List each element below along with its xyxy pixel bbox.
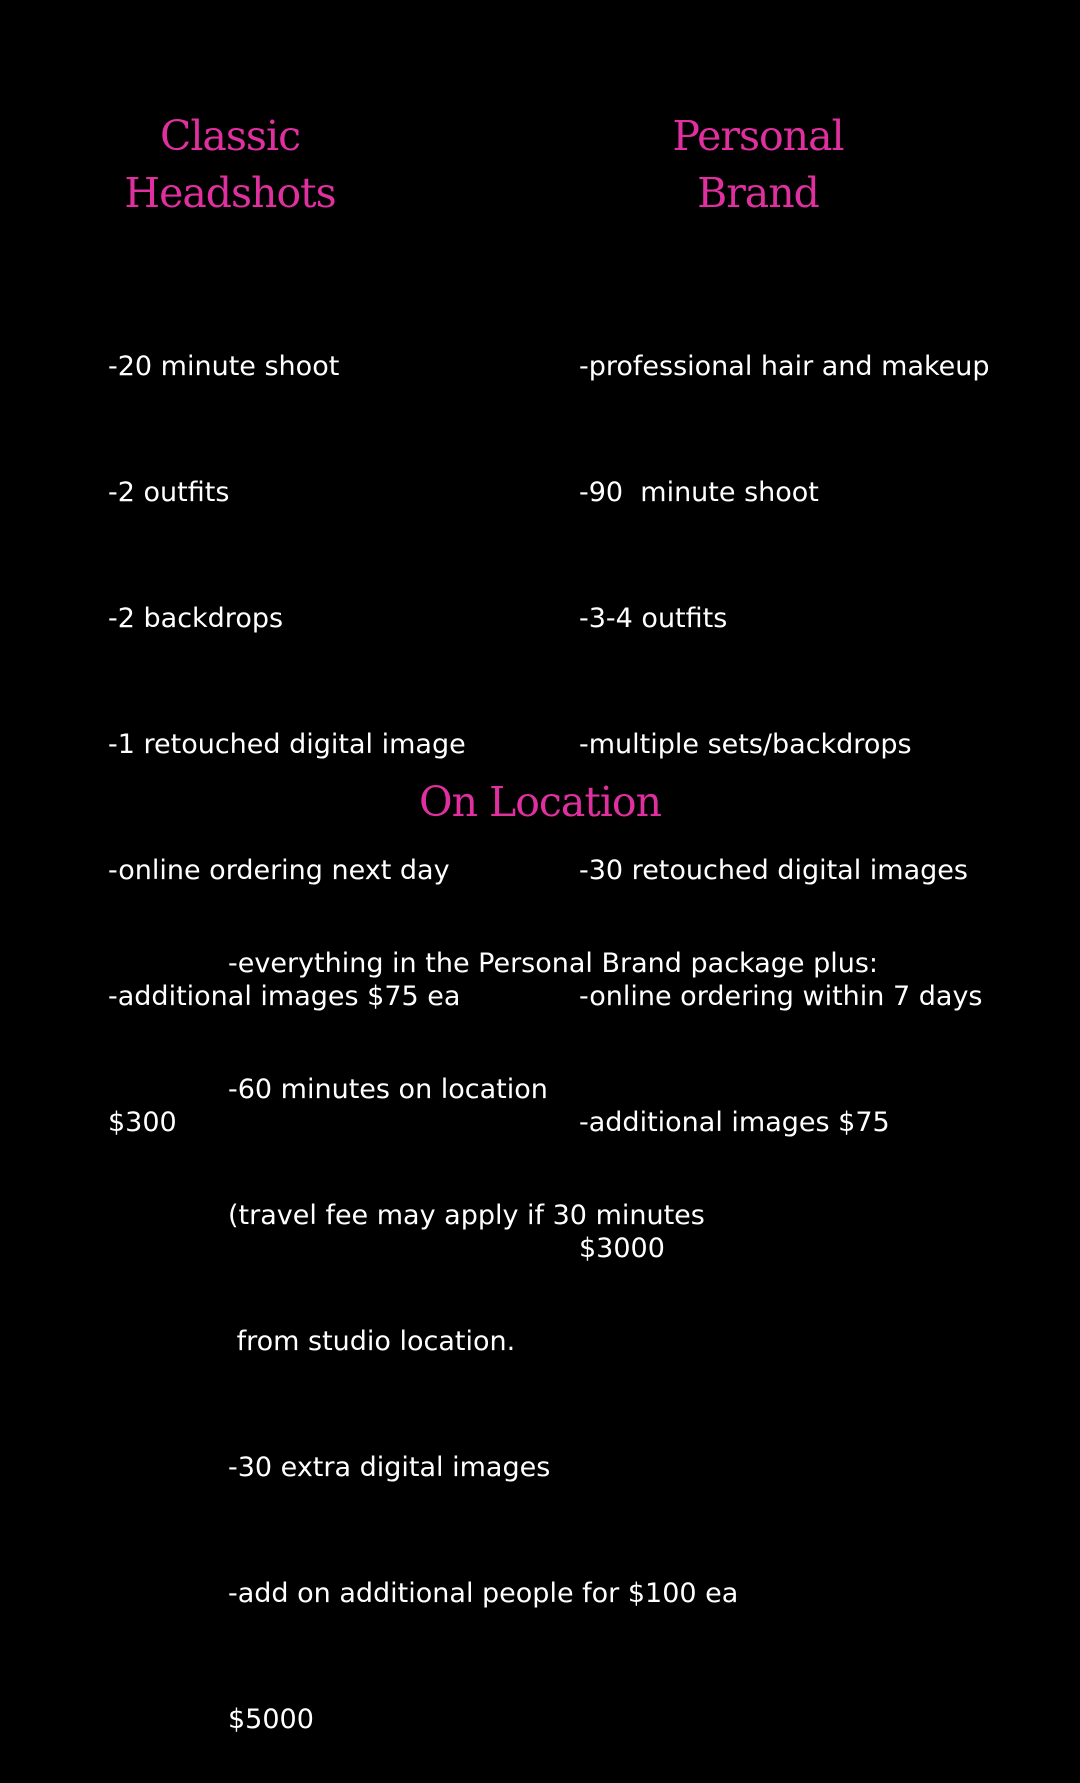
list-item: -additional images $75 <box>579 1107 890 1138</box>
list-item: -30 extra digital images <box>228 1452 551 1483</box>
on-location-title <box>340 774 740 831</box>
on-location-features-list <box>228 859 878 1783</box>
personal-title-line1: Personal <box>672 112 844 160</box>
list-item: -additional images $75 ea <box>108 981 461 1012</box>
classic-price: $300 <box>108 1107 177 1138</box>
list-item: -online ordering next day <box>108 855 450 886</box>
list-item: -1 retouched digital image <box>108 729 466 760</box>
list-item: -add on additional people for $100 ea <box>228 1578 739 1609</box>
list-item: (travel fee may apply if 30 minutes <box>228 1200 705 1231</box>
list-item: -professional hair and makeup <box>579 351 990 382</box>
classic-title-line2: Headshots <box>124 169 336 217</box>
list-item: -30 retouched digital images <box>579 855 968 886</box>
list-item: -multiple sets/backdrops <box>579 729 912 760</box>
list-item: -90 minute shoot <box>579 477 819 508</box>
personal-brand-title <box>608 108 908 222</box>
list-item: -20 minute shoot <box>108 351 340 382</box>
on-location-price: $5000 <box>228 1704 314 1735</box>
list-item: -60 minutes on location <box>228 1074 548 1105</box>
list-item: -2 outfits <box>108 477 230 508</box>
classic-headshots-title <box>80 108 380 222</box>
list-item: -everything in the Personal Brand package plus: <box>228 948 878 979</box>
list-item: -2 backdrops <box>108 603 284 634</box>
list-item: -online ordering within 7 days <box>579 981 983 1012</box>
list-item: -3-4 outfits <box>579 603 728 634</box>
personal-title-line2: Brand <box>697 169 819 217</box>
classic-title-line1: Classic <box>159 112 301 160</box>
list-item: from studio location. <box>228 1326 516 1357</box>
personal-brand-price: $3000 <box>579 1233 665 1264</box>
on-location-title-text: On Location <box>418 778 662 826</box>
